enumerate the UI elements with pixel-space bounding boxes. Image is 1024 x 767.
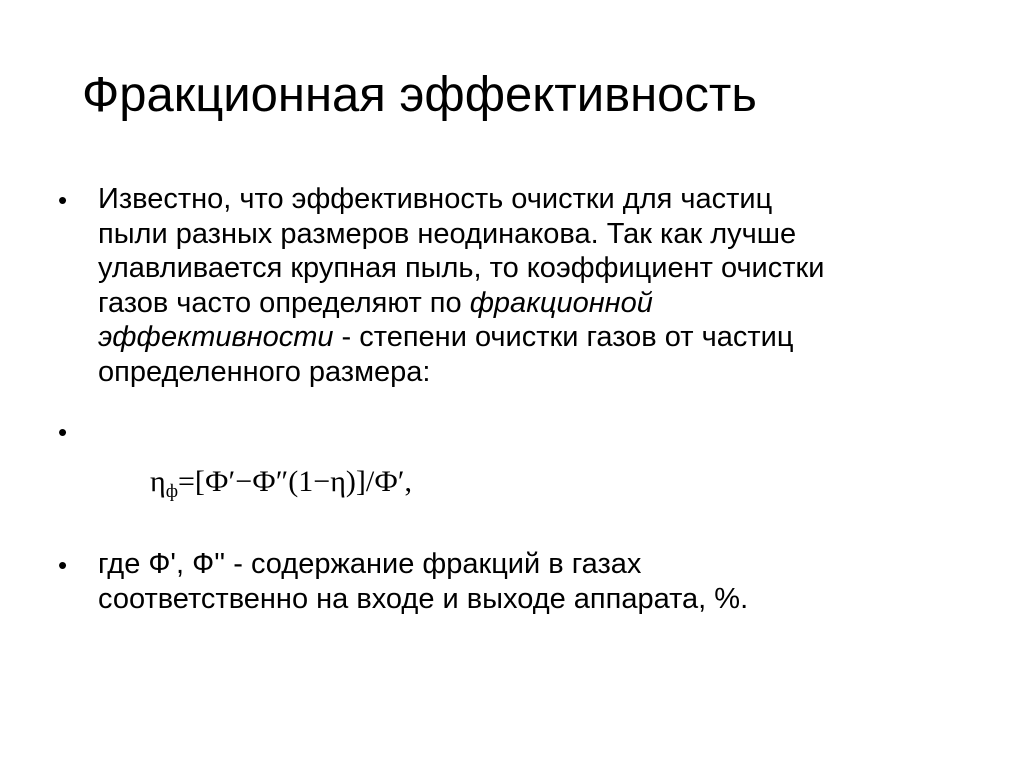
formula-subscript: ф — [165, 481, 179, 502]
italic-term: фракционной — [469, 286, 653, 319]
text-segment: - степени очистки газов от частиц — [333, 321, 794, 353]
italic-term: эффективности — [98, 321, 334, 353]
bullet-text-definition — [98, 182, 978, 389]
text-line — [98, 286, 978, 321]
text-line — [98, 320, 978, 355]
bullet-text-notation — [98, 547, 978, 616]
formula — [150, 462, 412, 512]
text-line: где Ф', Ф'' - содержание фракций в газах — [98, 548, 642, 580]
text-line: улавливается крупная пыль, то коэффициент очистки — [98, 252, 825, 284]
text-line: пыли разных размеров неодинакова. Так как лучше — [98, 217, 797, 250]
slide-title: Фракционная эффективность — [82, 68, 757, 122]
bullet-marker: • — [58, 417, 68, 447]
formula-symbol: η — [150, 465, 166, 498]
text-line: Известно, что эффективность очистки для частиц — [98, 183, 773, 215]
text-segment: газов часто определяют по — [98, 286, 470, 319]
bullet-marker: • — [58, 185, 68, 215]
bullet-marker: • — [58, 550, 68, 580]
formula-expression: =[Ф′−Ф″(1−η)]/Ф′, — [178, 465, 412, 498]
text-line: определенного размера: — [98, 355, 431, 388]
text-line: соответственно на входе и выходе аппарата, %. — [98, 582, 749, 615]
